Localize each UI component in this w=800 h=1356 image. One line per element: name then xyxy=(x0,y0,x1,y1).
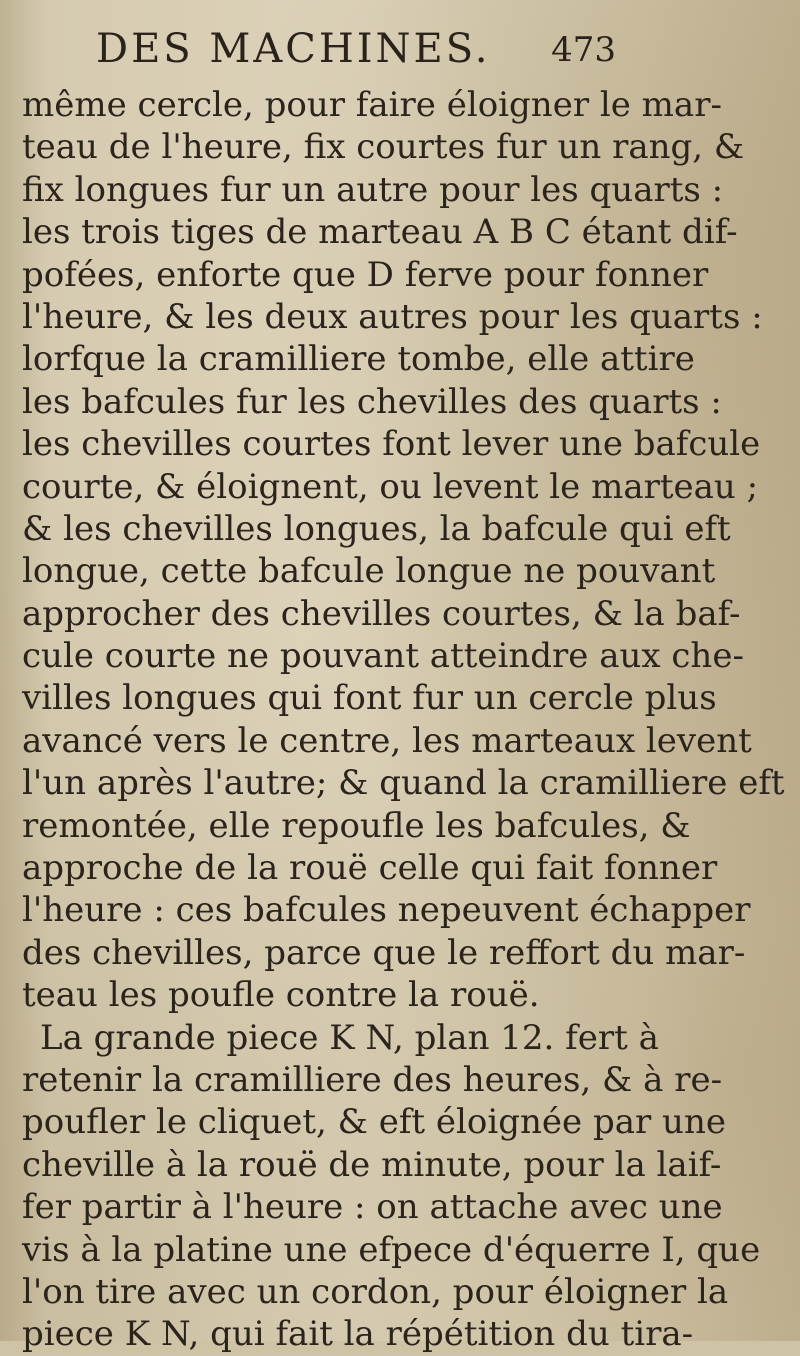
text-line: retenir la cramilliere des heures, & à re- xyxy=(22,1059,723,1100)
text-line: même cercle, pour faire éloigner le mar- xyxy=(22,85,722,125)
text-line: l'on tire avec un cordon, pour éloigner la xyxy=(22,1271,729,1312)
text-line: pofées, enforte que D ferve pour fonner xyxy=(22,254,709,295)
text-line: longue, cette bafcule longue ne pouvant xyxy=(22,551,716,592)
page-header xyxy=(96,26,616,82)
text-line: l'un après l'autre; & quand la cramilliere eft xyxy=(22,763,785,804)
text-line: l'heure, & les deux autres pour les quarts : xyxy=(22,296,763,337)
text-line: vis à la platine une efpece d'équerre I, que xyxy=(22,1229,761,1270)
text-line: fix longues fur un autre pour les quarts : xyxy=(22,169,724,210)
text-line: approche de la rouë celle qui fait fonner xyxy=(22,848,718,889)
text-line: cule courte ne pouvant atteindre aux che- xyxy=(22,636,744,677)
text-line: poufler le cliquet, & eft éloignée par une xyxy=(22,1102,726,1143)
text-line: les bafcules fur les chevilles des quarts : xyxy=(22,381,722,422)
text-line: les chevilles courtes font lever une bafcule xyxy=(22,424,761,465)
text-line: lorfque la cramilliere tombe, elle attire xyxy=(22,339,695,380)
text-line: fer partir à l'heure : on attache avec une xyxy=(22,1187,723,1228)
text-line: cheville à la rouë de minute, pour la laif- xyxy=(22,1144,722,1185)
text-line: courte, & éloignent, ou levent le marteau ; xyxy=(22,466,759,507)
running-title: DES MACHINES. xyxy=(96,26,491,72)
text-line: l'heure : ces bafcules nepeuvent échapper xyxy=(22,890,751,931)
text-line: avancé vers le centre, les marteaux levent xyxy=(22,720,752,761)
paragraph-start-line: La grande piece K N, plan 12. fert à xyxy=(40,1017,659,1058)
page-number: 473 xyxy=(551,30,616,70)
text-line: teau les poufle contre la rouë. xyxy=(22,975,540,1016)
text-line: les trois tiges de marteau A B C étant dif- xyxy=(22,212,738,253)
text-line: & les chevilles longues, la bafcule qui eft xyxy=(22,508,731,549)
text-line: approcher des chevilles courtes, & la baf- xyxy=(22,593,741,634)
text-line: remontée, elle repoufle les bafcules, & xyxy=(22,805,691,846)
text-line: villes longues qui font fur un cercle plus xyxy=(22,678,717,719)
text-line: teau de l'heure, fix courtes fur un rang, & xyxy=(22,127,745,168)
text-line: piece K N, qui fait la répétition du tira- xyxy=(22,1314,694,1355)
text-line: des chevilles, parce que le reffort du mar- xyxy=(22,932,746,973)
body-text xyxy=(22,84,785,1356)
